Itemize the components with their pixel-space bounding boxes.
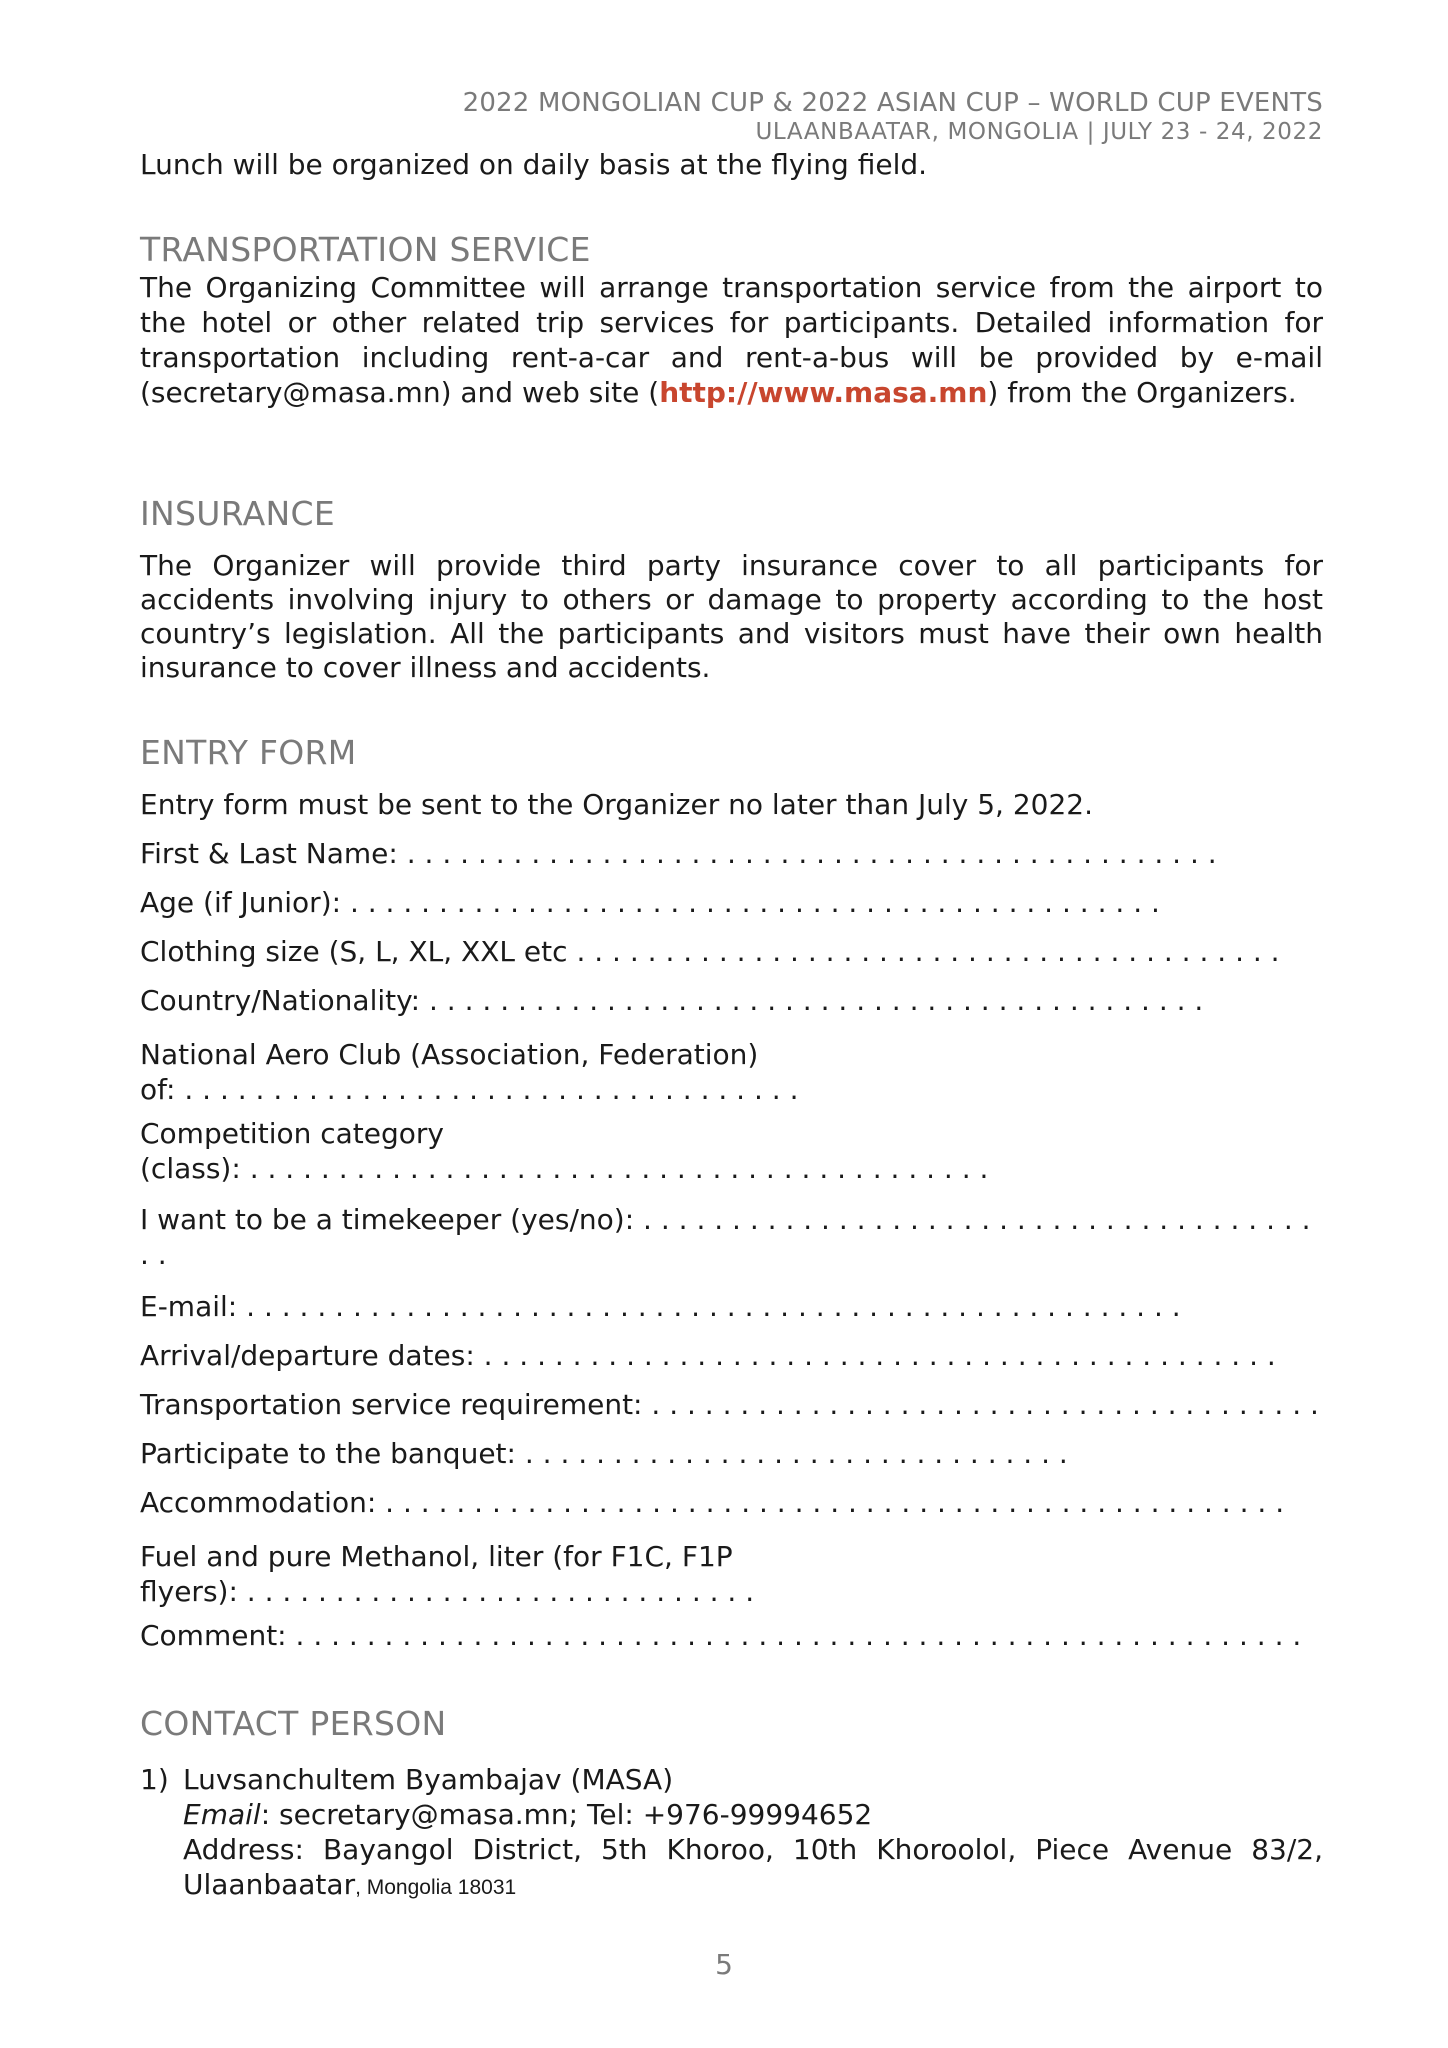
field-label: Accommodation: [140,1486,377,1519]
transportation-text-before: The Organizing Committee will arrange transportation service from the airport to the hotel or other related trip services for participants. Detailed information for transportation including rent-a-car and rent-a-bus will be provided by e-mail (secretary@masa.mn) and web site ( [140,271,1323,409]
field-label: Age (if Junior): [140,886,342,919]
field-dots: . . . . . . . . . . . . . . . . . . . . . . . . . . . . . . . . . . . . . . . . [576,935,1280,968]
field-dots: . . . . . . . . . . . . . . . . . . . . . . . . . . . . . . . . . . . . . . . . . . . . . [483,1339,1276,1372]
running-header [463,88,1323,146]
field-comment[interactable] [140,1618,1330,1653]
field-dots-cont: . . [140,1238,167,1271]
field-accommodation[interactable] [140,1485,1330,1520]
field-dots: . . . . . . . . . . . . . . . . . . . . . . . . . . . . . . . . . . . . . . [651,1388,1319,1421]
field-label: Clothing size (S, L, XL, XXL etc [140,935,568,968]
email-and-phone: : secretary@masa.mn; Tel: +976-99994652 [260,1798,873,1831]
field-dots: . . . . . . . . . . . . . . . . . . . . . . . . . . . . . . . . . . . . . . . . . . . . . . [406,837,1217,870]
field-competition-category[interactable] [140,1116,1330,1186]
field-label-cont: flyers): [140,1575,238,1608]
field-label: Competition category [140,1117,444,1150]
field-dots: . . . . . . . . . . . . . . . . . . . . . . . . . . . . . . . . . . . . . . [643,1203,1311,1236]
field-banquet[interactable] [140,1436,1330,1471]
field-age[interactable] [140,885,1330,920]
section-title-contact: CONTACT PERSON [140,1704,447,1743]
field-label-cont: of: [140,1073,176,1106]
contact-entry [140,1762,1323,1905]
field-dots: . . . . . . . . . . . . . . . . . . . . . . . . . . . . . . . . . . . . . . . . . . . . . . . . . . . . . . . . . [295,1619,1302,1652]
field-label: Comment: [140,1619,287,1652]
field-dots: . . . . . . . . . . . . . . . . . . . . . . . . . . . . . . . . . . . . . . . . . . . . . . [349,886,1160,919]
email-label: Email [183,1798,261,1831]
field-label: Participate to the banquet: [140,1437,516,1470]
transportation-paragraph [140,270,1323,410]
field-arrival-departure[interactable] [140,1338,1330,1373]
field-email[interactable] [140,1289,1330,1324]
contact-body [183,1762,1323,1905]
field-label: Fuel and pure Methanol, liter (for F1C, F1P [140,1540,733,1573]
section-title-transportation: TRANSPORTATION SERVICE [140,230,591,269]
contact-name: Luvsanchultem Byambajav (MASA) [183,1763,674,1796]
website-link[interactable]: http://www.masa.mn [659,376,988,409]
field-transportation-requirement[interactable] [140,1387,1330,1422]
field-first-last-name[interactable] [140,836,1330,871]
page-number: 5 [715,1948,733,1981]
field-label: E-mail: [140,1290,238,1323]
field-clothing-size[interactable] [140,934,1330,969]
field-aero-club[interactable] [140,1037,1330,1107]
header-event-title: 2022 MONGOLIAN CUP & 2022 ASIAN CUP – WORLD CUP EVENTS [462,88,1323,118]
contact-city-line [183,1867,1323,1905]
field-dots: . . . . . . . . . . . . . . . . . . . . . . . . . . . . . [246,1575,755,1608]
section-title-insurance: INSURANCE [140,494,335,533]
field-label-cont: (class): [140,1152,241,1185]
transportation-text-after: ) from the Organizers. [987,376,1297,409]
field-fuel-methanol[interactable] [140,1539,1330,1609]
field-dots: . . . . . . . . . . . . . . . . . . . . . . . . . . . . . . . . . . . . . . . . . . [249,1152,989,1185]
contact-address: Address: Bayangol District, 5th Khoroo, 10th Khoroolol, Piece Avenue 83/2, [183,1833,1323,1866]
field-dots: . . . . . . . . . . . . . . . . . . . . . . . . . . . . . . . [524,1437,1068,1470]
lunch-paragraph: Lunch will be organized on daily basis at the flying field. [140,148,928,181]
contact-email-line [183,1797,1323,1832]
field-country[interactable] [140,983,1330,1018]
field-label: I want to be a timekeeper (yes/no): [140,1203,635,1236]
insurance-paragraph: The Organizer will provide third party insurance cover to all participants for accidents involving injury to others or damage to property according to the host country’s legislation. All the participants and visitors must have their own health insurance to cover illness and accidents. [140,549,1323,684]
field-dots: . . . . . . . . . . . . . . . . . . . . . . . . . . . . . . . . . . . . . . . . . . . . [428,984,1204,1017]
field-label: Arrival/departure dates: [140,1339,475,1372]
contact-country-postal: , Mongolia 18031 [355,1876,517,1899]
contact-number: 1) [140,1763,169,1796]
section-title-entry-form: ENTRY FORM [140,733,357,772]
header-location-dates: ULAANBAATAR, MONGOLIA | JULY 23 - 24, 2022 [755,119,1323,145]
field-dots: . . . . . . . . . . . . . . . . . . . . . . . . . . . . . . . . . . . . . . . . . . . . . . . . . . . . . [246,1290,1181,1323]
field-dots: . . . . . . . . . . . . . . . . . . . . . . . . . . . . . . . . . . . . . . . . . . . . . . . . . . . [385,1486,1285,1519]
field-timekeeper[interactable] [140,1202,1330,1272]
field-label: Country/Nationality: [140,984,421,1017]
field-label: First & Last Name: [140,837,398,870]
entry-form-intro: Entry form must be sent to the Organizer no later than July 5, 2022. [140,788,1094,821]
field-label: National Aero Club (Association, Federation) [140,1038,759,1071]
contact-city: Ulaanbaatar [183,1868,356,1901]
field-dots: . . . . . . . . . . . . . . . . . . . . . . . . . . . . . . . . . . . [184,1073,799,1106]
field-label: Transportation service requirement: [140,1388,643,1421]
